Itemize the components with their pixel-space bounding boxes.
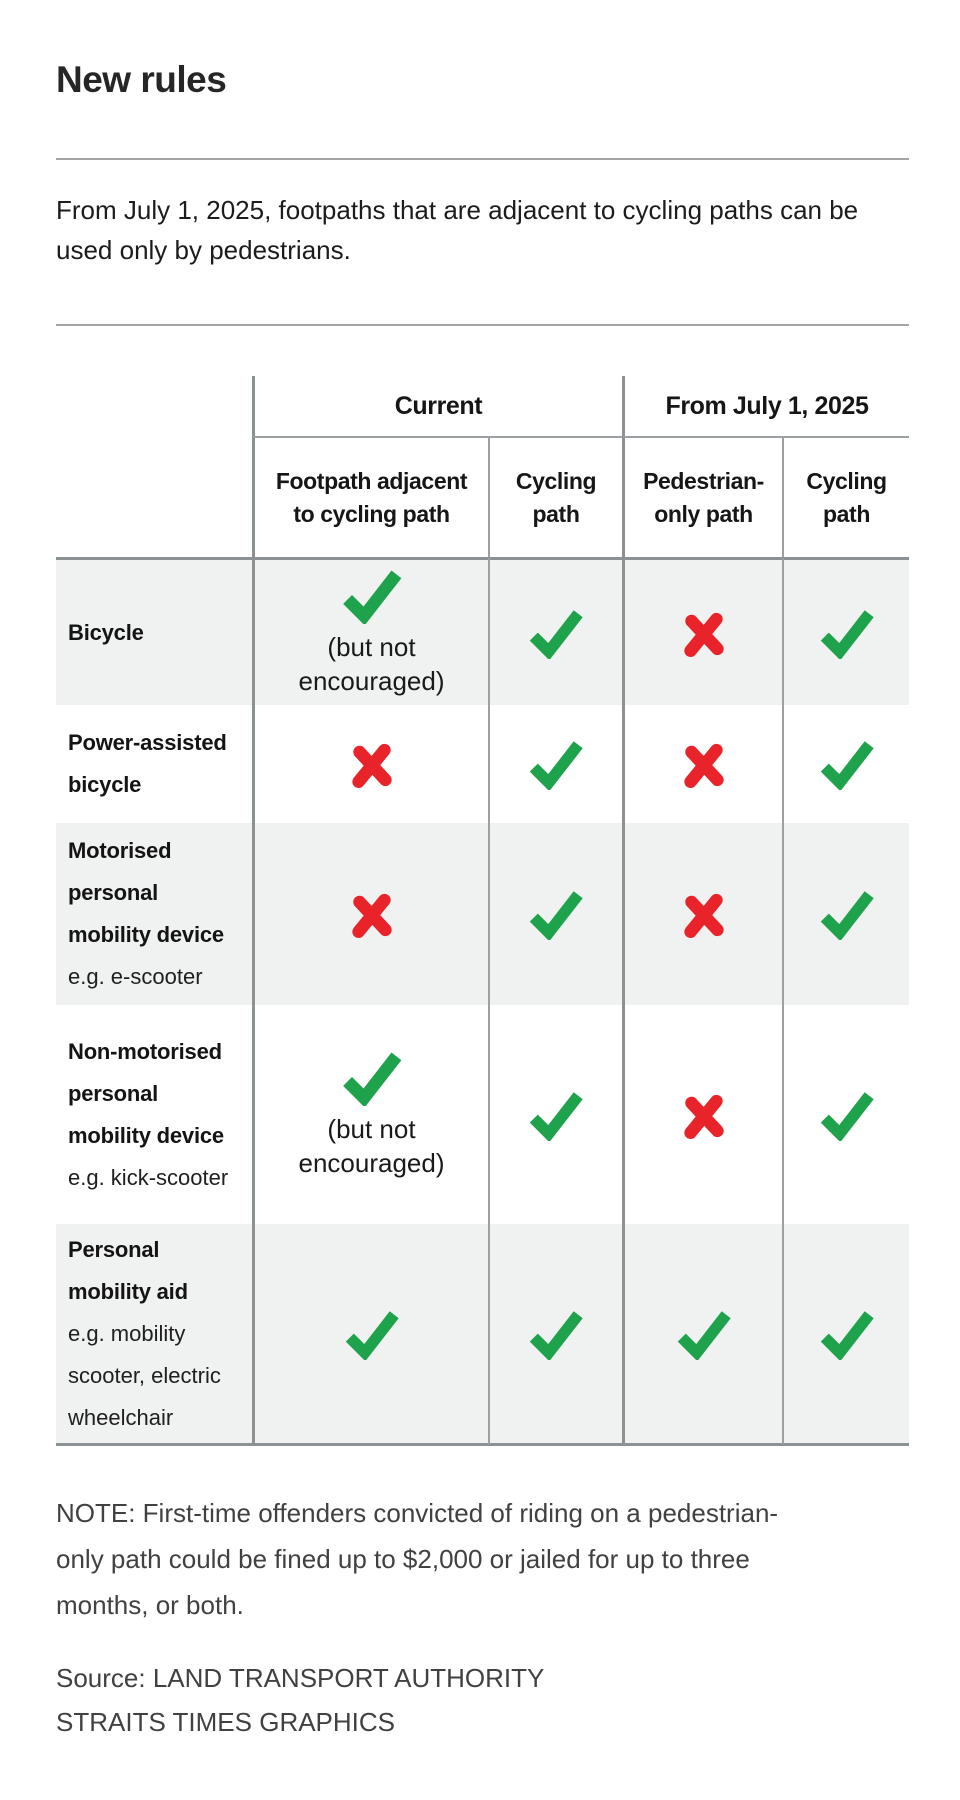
col-header-pedestrian-only-path: Pedestrian-only path (622, 436, 782, 557)
row-label-cell (56, 705, 252, 823)
row-example: e.g. kick-scooter (68, 1164, 229, 1190)
subheader-corner-spacer (56, 436, 252, 557)
row-label: Motorised personal mobility device (68, 838, 224, 947)
check-icon (339, 567, 405, 624)
table-cell (252, 705, 488, 823)
group-header-from-july-2025: From July 1, 2025 (622, 376, 909, 436)
table-cell (488, 705, 622, 823)
table-cell (782, 557, 909, 705)
cross-icon (680, 738, 728, 790)
row-example: e.g. e-scooter (68, 964, 203, 989)
source-line: Source: LAND TRANSPORT AUTHORITY (56, 1663, 545, 1693)
check-icon (817, 888, 877, 940)
table-cell (622, 705, 782, 823)
title-rule (56, 158, 909, 160)
row-label: Bicycle (68, 619, 144, 645)
col-header-footpath-adjacent: Footpath adjacent to cycling path (252, 436, 488, 557)
check-icon (526, 888, 586, 940)
check-icon (526, 1089, 586, 1141)
intro-rule (56, 324, 909, 326)
intro-text: From July 1, 2025, footpaths that are adjacent to cycling paths can be used only by pedestrians. (56, 195, 859, 265)
mark-caption: (but not encouraged) (298, 632, 445, 696)
check-icon (817, 738, 877, 790)
rules-table (56, 376, 909, 1446)
check-icon (342, 1308, 402, 1360)
table-cell (252, 823, 488, 1005)
table-cell (782, 823, 909, 1005)
cross-icon (680, 888, 728, 940)
group-header-current: Current (252, 376, 622, 436)
table-cell (488, 557, 622, 705)
row-label: Personal mobility aid (68, 1236, 188, 1304)
table-cell (622, 1224, 782, 1446)
header-corner-spacer (56, 376, 252, 436)
table-cell (488, 823, 622, 1005)
table-cell (252, 557, 488, 705)
check-icon (817, 1308, 877, 1360)
table-cell (252, 1224, 488, 1446)
table-cell (782, 705, 909, 823)
row-example: e.g. mobility scooter, electric wheelchair (68, 1320, 221, 1430)
check-icon (526, 607, 586, 659)
source-block (56, 1656, 909, 1744)
mark-caption: (but not encouraged) (298, 1114, 445, 1178)
check-icon (339, 1049, 405, 1106)
cross-icon (348, 738, 396, 790)
table-cell (488, 1224, 622, 1446)
table-cell (622, 1005, 782, 1224)
check-icon (674, 1308, 734, 1360)
page-title: New rules (56, 59, 227, 100)
table-cell (622, 557, 782, 705)
note-text: NOTE: First-time offenders convicted of riding on a pedestrian-only path could be fined up to $2,000 or jailed for up to three months, or both. (56, 1498, 779, 1620)
col-header-cycling-path-new: Cycling path (782, 436, 909, 557)
credit-line: STRAITS TIMES GRAPHICS (56, 1707, 396, 1737)
row-label-cell (56, 1224, 252, 1446)
cross-icon (680, 607, 728, 659)
col-header-cycling-path-current: Cycling path (488, 436, 622, 557)
table-cell (622, 823, 782, 1005)
table-cell (488, 1005, 622, 1224)
row-label: Power-assisted bicycle (68, 730, 227, 797)
row-label-cell (56, 557, 252, 705)
row-label: Non-motorised personal mobility device (68, 1038, 224, 1148)
table-cell (782, 1224, 909, 1446)
row-label-cell (56, 1005, 252, 1224)
check-icon (817, 607, 877, 659)
cross-icon (348, 888, 396, 940)
check-icon (526, 738, 586, 790)
check-icon (817, 1089, 877, 1141)
row-label-cell (56, 823, 252, 1005)
table-cell (252, 1005, 488, 1224)
table-cell (782, 1005, 909, 1224)
cross-icon (680, 1089, 728, 1141)
check-icon (526, 1308, 586, 1360)
